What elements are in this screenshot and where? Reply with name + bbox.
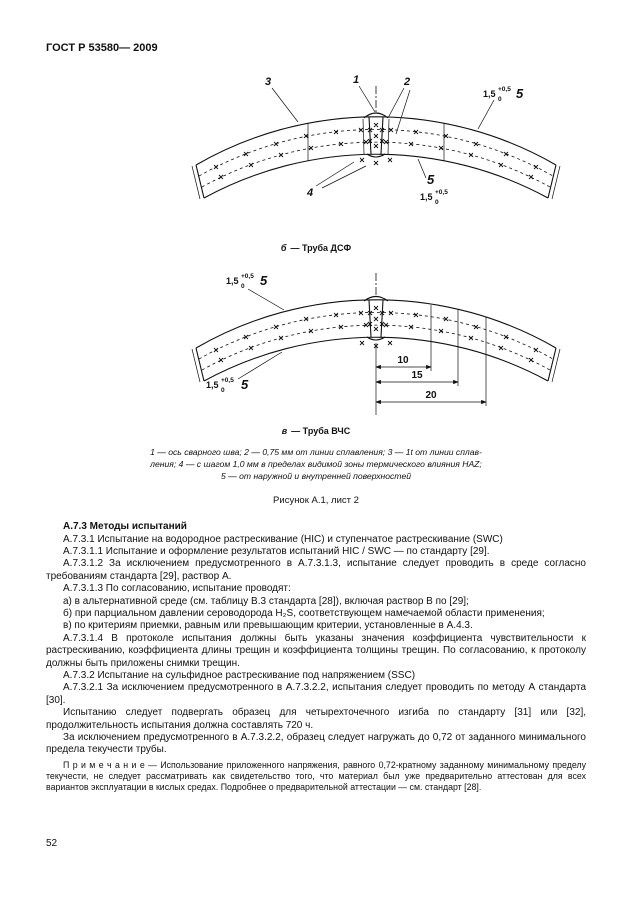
tolerance-sup: +0,5 [498, 86, 511, 93]
weld-seam [364, 273, 388, 340]
tolerance-bottom-left: 1,5 [206, 380, 219, 390]
paragraph: За исключением предусмотренного в А.7.3.2.2, образец следует нагружать до 0,72 от заданного минимального предела текучести трубы. [46, 732, 586, 756]
tolerance-sub: 0 [498, 96, 502, 103]
paragraph: А.7.3.1 Испытание на водородное растрескивание (HIC) и ступенчатое растрескивание (SWC) [63, 533, 503, 545]
figure-caption: Рисунок А.1, лист 2 [273, 495, 359, 507]
paragraph: Испытанию следует подвергать образец для четырехточечного изгиба по стандарту [31] или [32], продолжительность испытания должна составлять 720 ч. [46, 707, 586, 731]
tolerance-sup: +0,5 [435, 189, 448, 196]
callout-5-top-left: 5 [260, 273, 268, 288]
tolerance-top-right: 1,5 [483, 89, 496, 99]
leader-lines [238, 289, 284, 379]
tolerance-sub: 0 [435, 199, 439, 206]
dim-10: 10 [397, 355, 409, 366]
callout-2: 2 [403, 76, 411, 88]
callout-5-bottom-left: 5 [241, 377, 249, 392]
caption-letter-b: б [280, 243, 287, 253]
body-text [46, 521, 586, 793]
paragraph: А.7.3.1.2 За исключением предусмотренного в А.7.3.1.3, испытание следует проводить в среде согласно требованиям стандарта [29], раствор А. [46, 558, 586, 582]
legend-line: 1 — ось сварного шва; 2 — 0,75 мм от линии сплавления; 3 — 1t от линии сплав- [150, 447, 482, 457]
dim-15: 15 [411, 370, 423, 381]
figure-legend [46, 446, 586, 482]
weld-seam [308, 86, 444, 161]
paragraph: А.7.3.1.4 В протоколе испытания должны быть указаны значения коэффициента чувствительности к растрескиванию, коэффициента длины трещин и коэффициента толщины трещин. По согласованию, к протоколу должны быть приложены снимки трещин. [46, 632, 586, 669]
paragraph: А.7.3.1.3 По согласованию, испытание проводят: [63, 583, 291, 595]
callout-5-top: 5 [516, 86, 524, 101]
list-item-b: б) при парциальном давлении сероводорода H₂S, соответствующем намечаемой области применения; [63, 607, 545, 619]
pipe-band [192, 117, 560, 199]
tolerance-sub: 0 [221, 387, 225, 394]
list-item-a: а) в альтернативной среде (см. таблицу В.3 стандарта [28]), включая раствор В по [29]; [63, 595, 469, 607]
paragraph: А.7.3.2.1 За исключением предусмотренного в А.7.3.2.2, испытания следует проводить по методу А стандарта [30]. [46, 682, 586, 706]
sample-marks [214, 123, 538, 179]
tolerance-sub: 0 [241, 283, 245, 290]
legend-line: ления; 4 — с шагом 1,0 мм в пределах видимой зоны термического влияния HAZ; [150, 459, 482, 470]
section-heading: А.7.3 Методы испытаний [63, 521, 187, 533]
diagram-v-caption [46, 426, 586, 436]
diagram-b-caption [46, 243, 586, 253]
legend-line: 5 — от наружной и внутренней поверхностей [220, 471, 412, 482]
caption-text-v: — Труба ВЧС [291, 426, 351, 436]
doc-number: ГОСТ Р 53580— 2009 [46, 42, 158, 54]
tolerance-sup: +0,5 [221, 377, 234, 384]
dim-20: 20 [425, 390, 437, 401]
caption-text-b: — Труба ДСФ [290, 243, 352, 253]
note-paragraph: П р и м е ч а н и е — Использование приложенного напряжения, равного 0,72-кратному заданному минимальному пределу текучести, не следует рассматривать как свидетельство того, что материал был уже предварительно аттестован для всех вариантов эксплуатации в кислых средах. Подробнее о предварительной аттестации — см. стандарт [28]. [46, 759, 586, 793]
diagram-pipe-dsf [46, 70, 630, 240]
paragraph: А.7.3.2 Испытание на сульфидное растрескивание под напряжением (SSC) [63, 669, 416, 681]
tolerance-bottom-right: 1,5 [420, 192, 433, 202]
caption-letter-v: в [281, 426, 288, 436]
tolerance-sup: +0,5 [241, 273, 254, 280]
list-item-v: в) по критериям приемки, равным или превышающим критерии, установленные в А.4.3. [63, 620, 473, 632]
paragraph: А.7.3.1.1 Испытание и оформление результатов испытаний HIC / SWC — по стандарту [29]. [63, 545, 490, 557]
tolerance-top-left: 1,5 [226, 276, 239, 286]
diagram-pipe-vchs [46, 263, 630, 423]
page-number: 52 [46, 838, 58, 849]
callout-4: 4 [306, 187, 314, 199]
callout-5-bottom: 5 [427, 172, 435, 187]
callout-1: 1 [352, 74, 360, 86]
callout-3: 3 [264, 76, 272, 88]
